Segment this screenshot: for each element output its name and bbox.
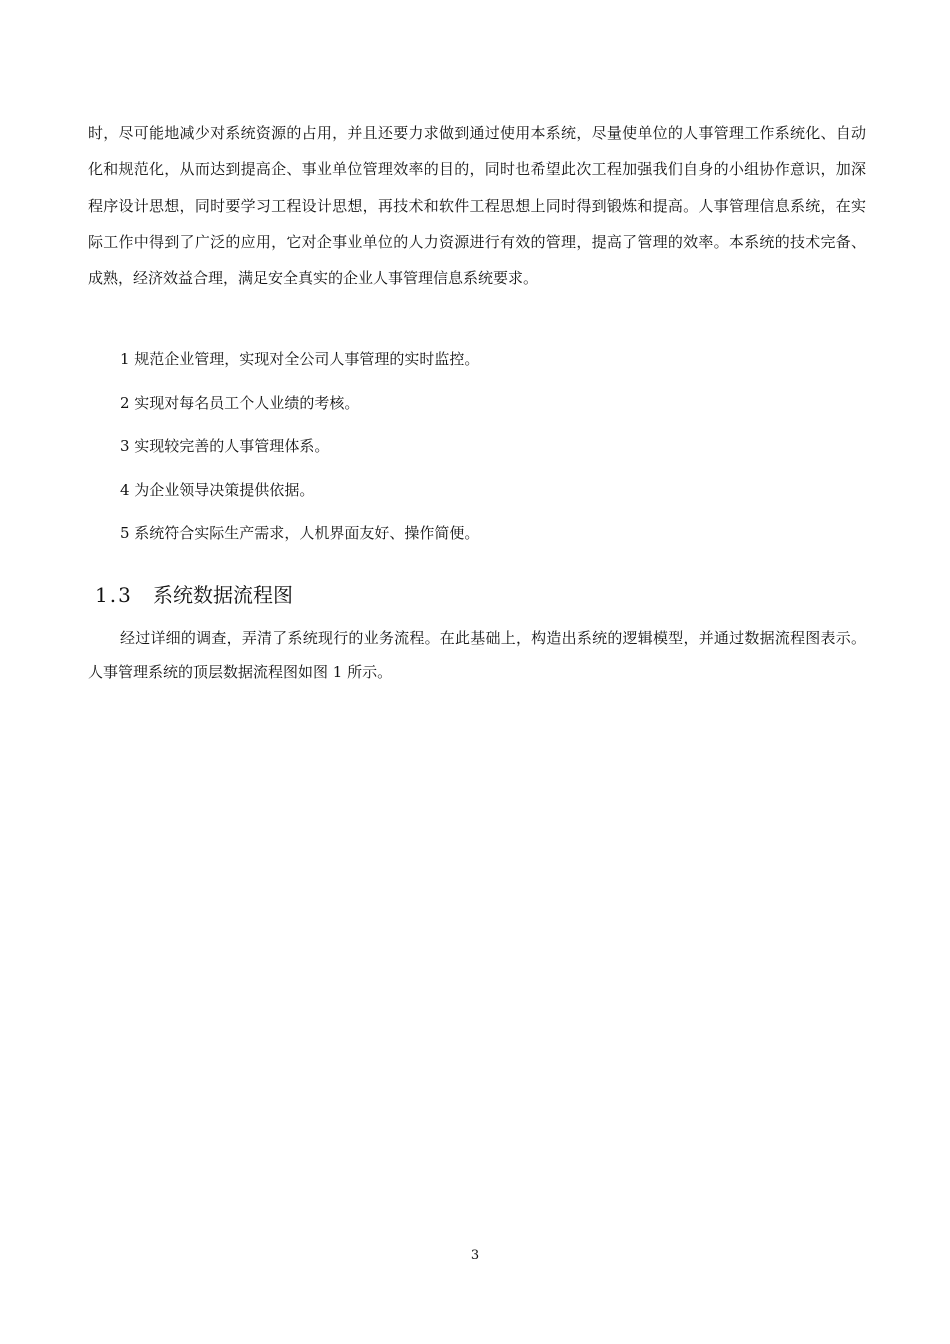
list-item: 4 为企业领导决策提供依据。 xyxy=(120,480,315,499)
section-title: 系统数据流程图 xyxy=(153,583,293,607)
list-item: 2 实现对每名员工个人业绩的考核。 xyxy=(120,393,360,412)
page-number: 3 xyxy=(470,1248,480,1263)
section-number: 1.3 xyxy=(95,583,133,607)
section-heading xyxy=(95,577,293,613)
body-paragraph: 时，尽可能地减少对系统资源的占用，并且还要力求做到通过使用本系统，尽量使单位的人事管理工作系统化、自动化和规范化，从而达到提高企、事业单位管理效率的目的，同时也希望此次工程加强我们自身的小组协作意识，加深程序设计思想，同时要学习工程设计思想，再技术和软件工程思想上同时得到锻炼和提高。人事管理信息系统，在实际工作中得到了广泛的应用，它对企事业单位的人力资源进行有效的管理，提高了管理的效率。本系统的技术完备、成熟，经济效益合理，满足安全真实的企业人事管理信息系统要求。 xyxy=(88,124,866,288)
requirements-list xyxy=(120,341,866,559)
list-item: 1 规范企业管理，实现对全公司人事管理的实时监控。 xyxy=(120,350,480,368)
body-paragraph: 经过详细的调查，弄清了系统现行的业务流程。在此基础上，构造出系统的逻辑模型，并通过数据流程图表示。人事管理系统的顶层数据流程图如图 1 所示。 xyxy=(88,629,866,681)
list-item: 3 实现较完善的人事管理体系。 xyxy=(120,437,330,455)
list-item: 5 系统符合实际生产需求，人机界面友好、操作简便。 xyxy=(120,524,480,542)
